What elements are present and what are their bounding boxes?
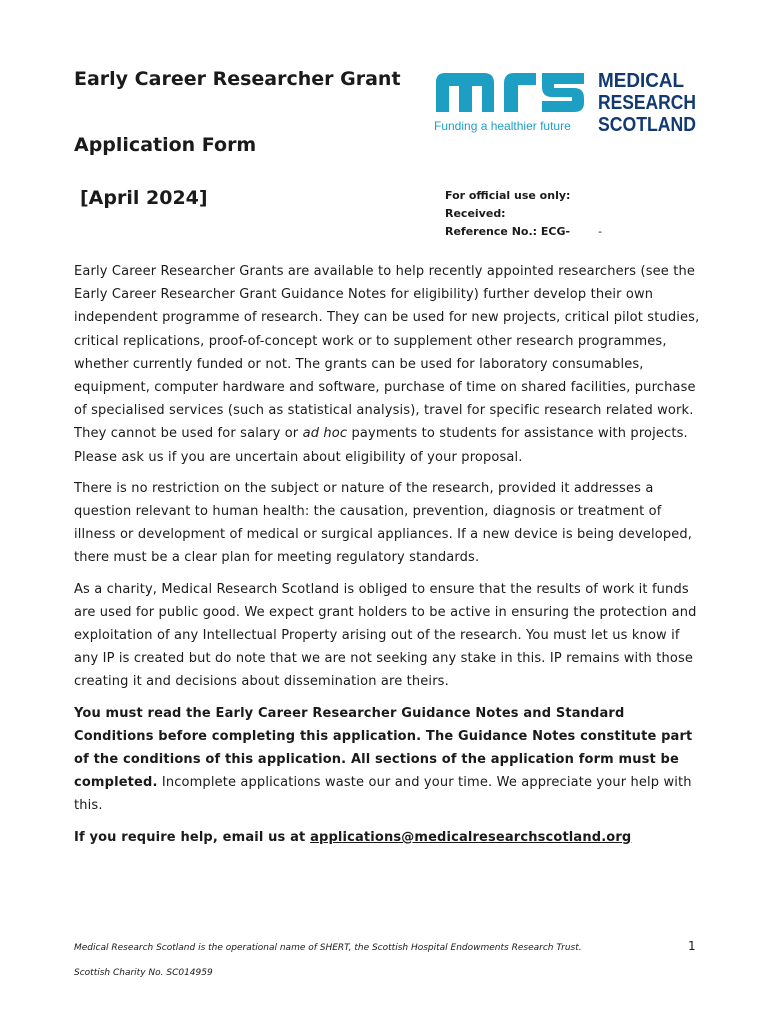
received-label: Received:	[445, 207, 506, 220]
paragraph-eligibility-text: Early Career Researcher Grants are available to help recently appointed researchers (see the Early Career Researcher Grant Guidance Notes for eligibility) further develop their own independent programme of research. They can be used for new projects, critical pilot studies, critical replications, proof-of-concept work or to supplement other research programmes, whether currently funded or not. The grants can be used for laboratory consumables, equipment, computer hardware and software, purchase of time on shared facilities, purchase of specialised services (such as statistical analysis), travel for specific research related work. They cannot be used for salary or	[74, 264, 700, 442]
official-use-box	[445, 187, 602, 241]
logo-text-medical: MEDICAL	[598, 70, 684, 92]
page-number: 1	[688, 939, 696, 953]
reference-dash: -	[598, 225, 603, 238]
ad-hoc-italic: ad hoc	[302, 426, 348, 442]
paragraph-guidance-notice	[74, 702, 702, 818]
logo-text-scotland: SCOTLAND	[598, 114, 696, 136]
official-use-heading: For official use only:	[445, 189, 571, 202]
guidance-notice-rest: Incomplete applications waste our and your time. We appreciate your help with this.	[74, 775, 692, 814]
form-date: [April 2024]	[80, 187, 208, 209]
paragraph-intellectual-property: As a charity, Medical Research Scotland is obliged to ensure that the results of work it funds are used for public good. We expect grant holders to be active in ensuring the protection and exploitation of any Intellectual Property arising out of the research. You must let us know if any IP is created but do note that we are not seeking any stake in this. IP remains with those creating it and decisions about dissemination are theirs.	[74, 581, 697, 690]
help-line	[74, 826, 702, 849]
logo-tagline: Funding a healthier future	[434, 119, 571, 133]
help-text: If you require help, email us at	[74, 829, 311, 845]
reference-label: Reference No.: ECG-	[445, 225, 571, 238]
charity-number: Scottish Charity No. SC014959	[74, 968, 213, 978]
reference-row	[445, 223, 602, 241]
guidance-notice-bold: You must read the Early Career Researcher Guidance Notes and Standard Conditions before completing this application. The Guidance Notes constitute part of the conditions of this application. All sections of the application form must be completed.	[74, 705, 693, 791]
logo-text-research: RESEARCH	[598, 92, 696, 114]
paragraph-eligibility-text-end: payments to students for assistance with projects. Please ask us if you are uncertain about eligibility of your proposal.	[74, 426, 688, 465]
paragraph-research-scope: There is no restriction on the subject or nature of the research, provided it addresses a question relevant to human health: the causation, prevention, diagnosis or treatment of illness or development of medical or surgical appliances. If a new device is being developed, there must be a clear plan for meeting regulatory standards.	[74, 480, 693, 566]
footer-note: Medical Research Scotland is the operational name of SHERT, the Scottish Hospital Endowments Research Trust.	[74, 943, 582, 953]
help-email-link[interactable]: applications@medicalresearchscotland.org	[310, 829, 632, 845]
medical-research-scotland-logo	[432, 68, 702, 138]
mrs-logo-mark	[432, 68, 702, 138]
document-title: Early Career Researcher Grant	[74, 68, 401, 90]
form-subtitle: Application Form	[74, 134, 257, 156]
paragraph-eligibility	[74, 260, 702, 469]
body-text	[74, 260, 702, 857]
